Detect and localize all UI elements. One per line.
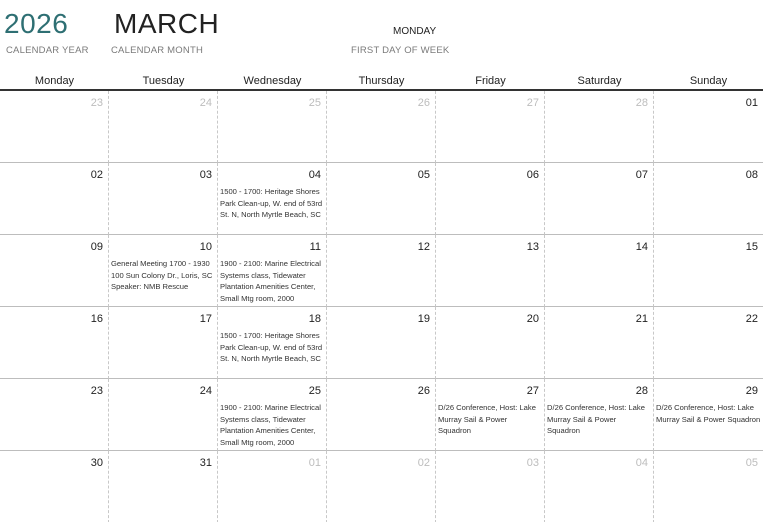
- day-number: 13: [526, 241, 539, 253]
- day-cell[interactable]: [545, 163, 654, 235]
- day-cell[interactable]: [436, 235, 545, 307]
- day-number: 30: [90, 457, 103, 469]
- day-cell[interactable]: [0, 163, 109, 235]
- day-number: 04: [635, 457, 648, 469]
- first-day-of-week[interactable]: MONDAY: [393, 26, 437, 37]
- day-cell[interactable]: [654, 451, 763, 522]
- day-cell[interactable]: [0, 91, 109, 163]
- weekday-wednesday: Wednesday: [243, 75, 302, 87]
- event-line: 1900 - 2100: Marine Electrical Systems class, Tidewater Plantation Amenities Center, Small Mtg room, 2000: [220, 259, 321, 303]
- day-number: 09: [90, 241, 103, 253]
- day-cell[interactable]: [654, 379, 763, 451]
- day-number: 18: [308, 313, 321, 325]
- event-line: Speaker: NMB Rescue: [111, 282, 189, 292]
- event-text[interactable]: [438, 402, 542, 437]
- day-number: 05: [417, 169, 430, 181]
- day-number: 10: [199, 241, 212, 253]
- calendar-year-label: CALENDAR YEAR: [6, 45, 89, 56]
- event-text[interactable]: [547, 402, 651, 437]
- day-cell[interactable]: [218, 91, 327, 163]
- day-cell[interactable]: [0, 451, 109, 522]
- day-cell[interactable]: [545, 379, 654, 451]
- day-number: 21: [635, 313, 648, 325]
- day-cell[interactable]: [545, 235, 654, 307]
- first-day-of-week-label: FIRST DAY OF WEEK: [351, 45, 450, 56]
- day-number: 27: [526, 97, 539, 109]
- day-cell[interactable]: [327, 235, 436, 307]
- day-number: 28: [635, 385, 648, 397]
- event-line: D/26 Conference, Host: Lake Murray Sail & Power Squadron: [438, 403, 536, 436]
- event-line: 1500 - 1700: Heritage Shores Park Clean-up, W. end of 53rd St. N, North Myrtle Beach, SC: [220, 187, 323, 220]
- day-cell[interactable]: [654, 91, 763, 163]
- day-number: 24: [199, 97, 212, 109]
- weekday-tuesday: Tuesday: [142, 75, 185, 87]
- day-number: 14: [635, 241, 648, 253]
- day-number: 03: [199, 169, 212, 181]
- day-cell[interactable]: [218, 163, 327, 235]
- event-text[interactable]: [220, 402, 324, 448]
- day-number: 31: [199, 457, 212, 469]
- day-number: 12: [417, 241, 430, 253]
- day-cell[interactable]: [109, 91, 218, 163]
- day-cell[interactable]: [109, 235, 218, 307]
- day-number: 20: [526, 313, 539, 325]
- calendar-header: [0, 0, 763, 74]
- event-line: 1500 - 1700: Heritage Shores Park Clean-up, W. end of 53rd St. N, North Myrtle Beach, SC: [220, 331, 323, 364]
- event-line: 1900 - 2100: Marine Electrical Systems class, Tidewater Plantation Amenities Center, Small Mtg room, 2000: [220, 403, 321, 447]
- day-cell[interactable]: [327, 307, 436, 379]
- day-number: 15: [745, 241, 758, 253]
- day-number: 16: [90, 313, 103, 325]
- day-number: 25: [308, 385, 321, 397]
- day-cell[interactable]: [436, 91, 545, 163]
- weekday-saturday: Saturday: [577, 75, 622, 87]
- day-number: 02: [90, 169, 103, 181]
- day-cell[interactable]: [109, 307, 218, 379]
- calendar-month-label: CALENDAR MONTH: [111, 45, 204, 56]
- day-number: 01: [745, 97, 758, 109]
- day-cell[interactable]: [436, 163, 545, 235]
- event-line: D/26 Conference, Host: Lake Murray Sail & Power Squadron: [547, 403, 645, 436]
- day-cell[interactable]: [545, 91, 654, 163]
- day-number: 07: [635, 169, 648, 181]
- day-number: 28: [635, 97, 648, 109]
- day-number: 04: [308, 169, 321, 181]
- calendar-month[interactable]: MARCH: [114, 8, 220, 39]
- day-number: 17: [199, 313, 212, 325]
- day-cell[interactable]: [0, 235, 109, 307]
- calendar-year[interactable]: 2026: [4, 8, 69, 39]
- day-number: 27: [526, 385, 539, 397]
- day-number: 08: [745, 169, 758, 181]
- day-number: 26: [417, 97, 430, 109]
- day-cell[interactable]: [327, 163, 436, 235]
- day-cell[interactable]: [218, 235, 327, 307]
- weekday-friday: Friday: [475, 75, 506, 87]
- day-cell[interactable]: [218, 307, 327, 379]
- day-number: 25: [308, 97, 321, 109]
- day-number: 05: [745, 457, 758, 469]
- day-number: 06: [526, 169, 539, 181]
- event-line: General Meeting 1700 - 1930: [111, 259, 210, 268]
- day-cell[interactable]: [436, 307, 545, 379]
- day-cell[interactable]: [0, 379, 109, 451]
- weekday-sunday: Sunday: [689, 75, 728, 87]
- day-number: 19: [417, 313, 430, 325]
- day-number: 23: [90, 97, 103, 109]
- day-number: 23: [90, 385, 103, 397]
- day-cell[interactable]: [436, 379, 545, 451]
- day-cell[interactable]: [327, 379, 436, 451]
- day-number: 26: [417, 385, 430, 397]
- event-text[interactable]: [220, 258, 324, 304]
- event-text[interactable]: [111, 258, 215, 293]
- day-cell[interactable]: [109, 379, 218, 451]
- day-cell[interactable]: [545, 307, 654, 379]
- day-cell[interactable]: [218, 379, 327, 451]
- event-line: D/26 Conference, Host: Lake Murray Sail & Power Squadron: [656, 403, 761, 424]
- weekday-header-row: [0, 74, 763, 91]
- day-cell[interactable]: [0, 307, 109, 379]
- event-text[interactable]: [220, 186, 324, 221]
- day-cell[interactable]: [654, 307, 763, 379]
- day-cell[interactable]: [545, 451, 654, 522]
- day-cell[interactable]: [218, 451, 327, 522]
- weekday-monday: Monday: [34, 75, 75, 87]
- event-line: 100 Sun Colony Dr., Loris, SC: [111, 270, 213, 280]
- event-text[interactable]: [220, 330, 324, 365]
- day-cell[interactable]: [327, 451, 436, 522]
- day-number: 02: [417, 457, 430, 469]
- day-number: 29: [745, 385, 758, 397]
- day-number: 11: [309, 241, 321, 253]
- day-number: 01: [308, 457, 321, 469]
- weekday-thursday: Thursday: [358, 75, 405, 87]
- calendar-grid: [0, 91, 763, 522]
- day-cell[interactable]: [436, 451, 545, 522]
- day-cell[interactable]: [654, 163, 763, 235]
- day-cell[interactable]: [109, 163, 218, 235]
- day-cell[interactable]: [327, 91, 436, 163]
- day-number: 24: [199, 385, 212, 397]
- day-number: 03: [526, 457, 539, 469]
- event-text[interactable]: [656, 402, 761, 425]
- day-cell[interactable]: [654, 235, 763, 307]
- day-cell[interactable]: [109, 451, 218, 522]
- day-number: 22: [745, 313, 758, 325]
